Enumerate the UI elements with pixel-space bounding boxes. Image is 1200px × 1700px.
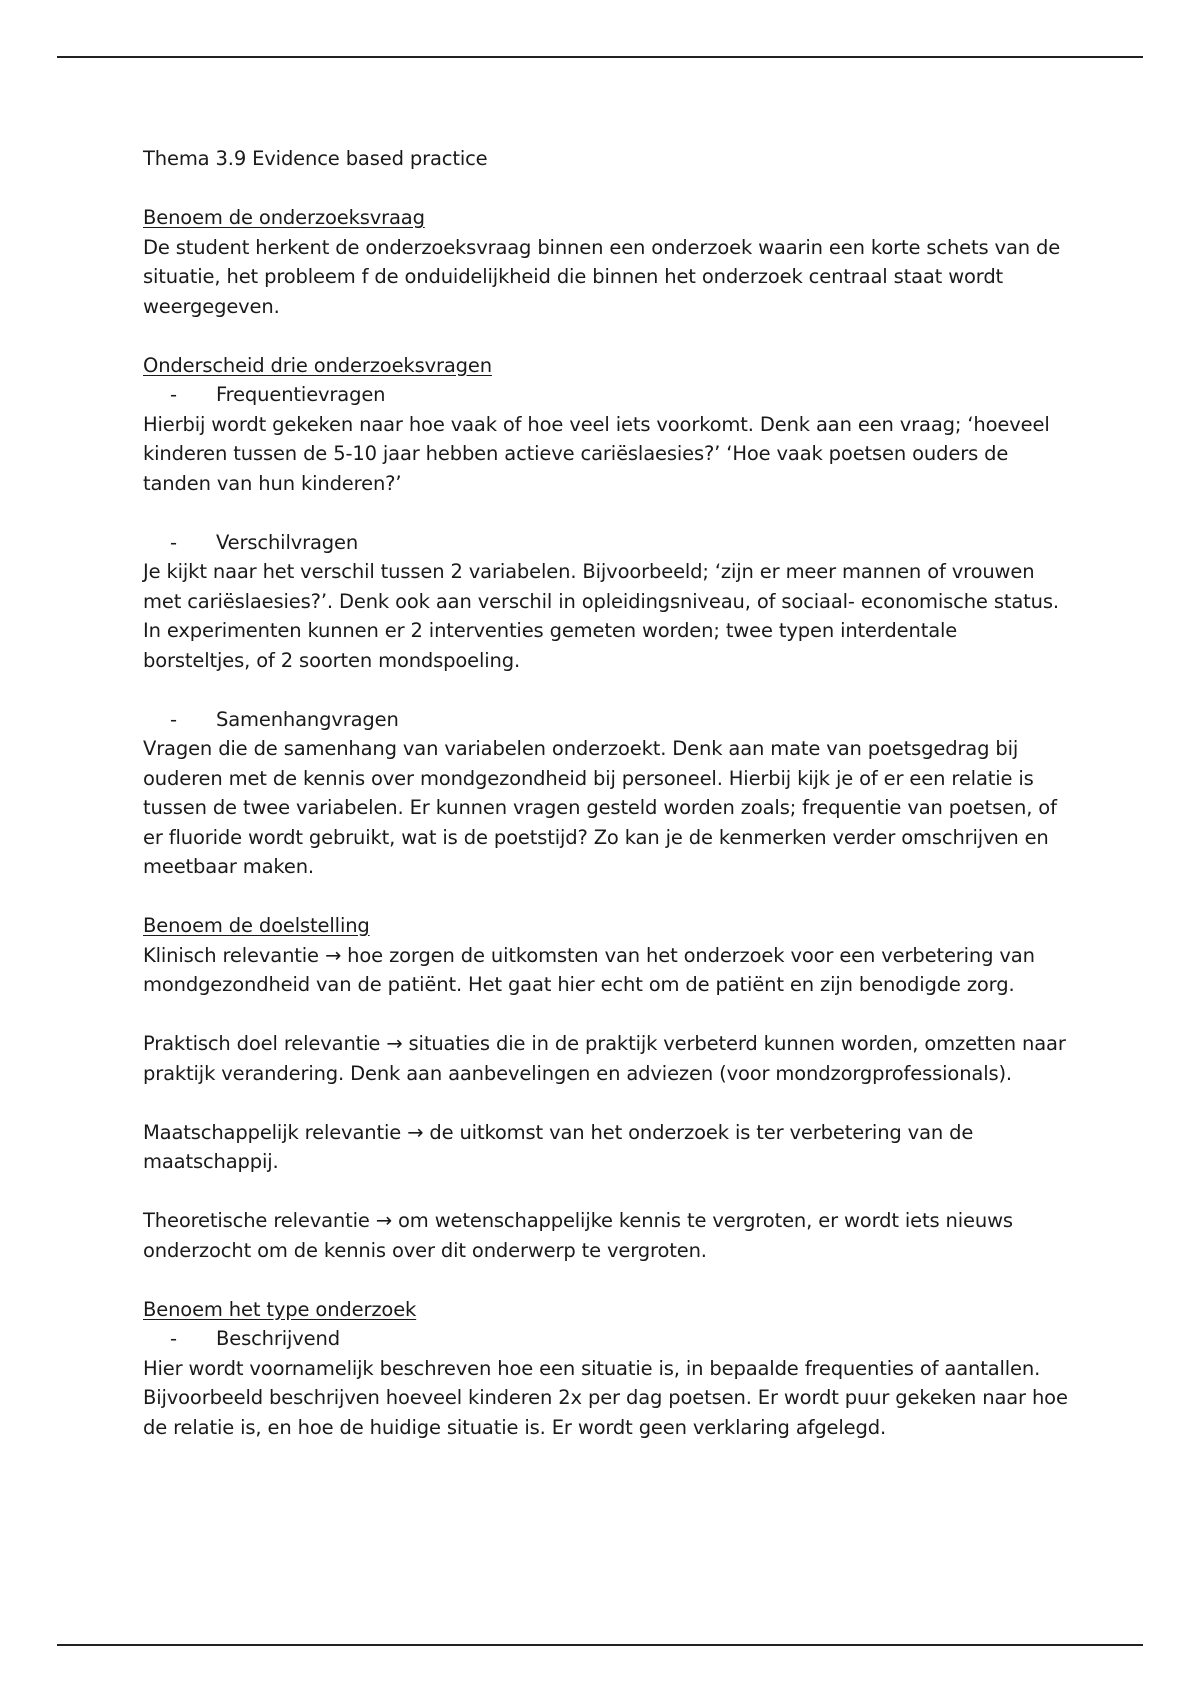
spacer <box>143 1088 1068 1118</box>
bullet-marker: - <box>170 707 177 731</box>
bullet-label: Verschilvragen <box>216 530 359 554</box>
paragraph-praktisch-relevantie: Praktisch doel relevantie → situaties die in de praktijk verbeterd kunnen worden, omzetten naar praktijk verandering. Denk aan aanbevelingen en adviezen (voor mondzorgprofessionals). <box>143 1032 1066 1085</box>
bullet-samenhangvragen <box>143 705 1068 735</box>
bullet-frequentievragen <box>143 380 1068 410</box>
heading-doelstelling: Benoem de doelstelling <box>143 914 370 937</box>
paragraph-klinisch-relevantie: Klinisch relevantie → hoe zorgen de uitkomsten van het onderzoek voor een verbetering van mondgezondheid van de patiënt. Het gaat hier echt om de patiënt en zijn benodigde zorg. <box>143 943 1035 996</box>
spacer <box>143 1265 1068 1295</box>
footer-rule <box>57 1644 1143 1646</box>
bullet-verschilvragen <box>143 528 1068 558</box>
spacer <box>143 1000 1068 1030</box>
spacer <box>143 675 1068 705</box>
heading-drie-onderzoeksvragen: Onderscheid drie onderzoeksvragen <box>143 353 492 377</box>
paragraph-frequentievragen: Hierbij wordt gekeken naar hoe vaak of hoe veel iets voorkomt. Denk aan een vraag; ‘hoeveel kinderen tussen de 5-10 jaar hebben actieve cariëslaesies?’ ‘Hoe vaak poetsen ouders de tanden van hun kinderen?’ <box>143 412 1050 495</box>
heading-onderzoeksvraag: Benoem de onderzoeksvraag <box>143 206 425 229</box>
bullet-label: Samenhangvragen <box>216 707 399 731</box>
bullet-marker: - <box>170 383 177 406</box>
spacer <box>143 174 1068 204</box>
bullet-beschrijvend <box>143 1324 1068 1354</box>
bullet-label: Frequentievragen <box>216 383 386 406</box>
bullet-marker: - <box>170 1327 177 1350</box>
bullet-marker: - <box>170 530 177 554</box>
paragraph-beschrijvend: Hier wordt voornamelijk beschreven hoe een situatie is, in bepaalde frequenties of aantallen. Bijvoorbeeld beschrijven hoeveel kinderen 2x per dag poetsen. Er wordt puur gekeken naar hoe de relatie is, en hoe de huidige situatie is. Er wordt geen verklaring afgelegd. <box>143 1356 1068 1439</box>
paragraph-theoretische-relevantie: Theoretische relevantie → om wetenschappelijke kennis te vergroten, er wordt iets nieuws onderzocht om de kennis over dit onderwerp te vergroten. <box>143 1209 1013 1262</box>
document-title: Thema 3.9 Evidence based practice <box>143 147 488 170</box>
spacer <box>143 321 1068 351</box>
spacer <box>143 498 1068 528</box>
spacer <box>143 882 1068 912</box>
paragraph-maatschappelijk-relevantie: Maatschappelijk relevantie → de uitkomst van het onderzoek is ter verbetering van de maatschappij. <box>143 1120 974 1173</box>
document-body <box>143 144 1068 1442</box>
heading-type-onderzoek: Benoem het type onderzoek <box>143 1297 417 1321</box>
header-rule <box>57 56 1143 58</box>
paragraph-verschilvragen: Je kijkt naar het verschil tussen 2 variabelen. Bijvoorbeeld; ‘zijn er meer mannen of vrouwen met cariëslaesies?’. Denk ook aan verschil in opleidingsniveau, of sociaal- economische status. In experimenten kunnen er 2 interventies gemeten worden; twee typen interdentale borsteltjes, of 2 soorten mondspoeling. <box>143 560 1059 672</box>
spacer <box>143 1177 1068 1207</box>
bullet-label: Beschrijvend <box>216 1327 340 1350</box>
paragraph-onderzoeksvraag: De student herkent de onderzoeksvraag binnen een onderzoek waarin een korte schets van de situatie, het probleem f de onduidelijkheid die binnen het onderzoek centraal staat wordt weergegeven. <box>143 235 1061 318</box>
paragraph-samenhangvragen: Vragen die de samenhang van variabelen onderzoekt. Denk aan mate van poetsgedrag bij ouderen met de kennis over mondgezondheid bij personeel. Hierbij kijk je of er een relatie is tussen de twee variabelen. Er kunnen vragen gesteld worden zoals; frequentie van poetsen, of er fluoride wordt gebruikt, wat is de poetstijd? Zo kan je de kenmerken verder omschrijven en meetbaar maken. <box>143 737 1057 878</box>
